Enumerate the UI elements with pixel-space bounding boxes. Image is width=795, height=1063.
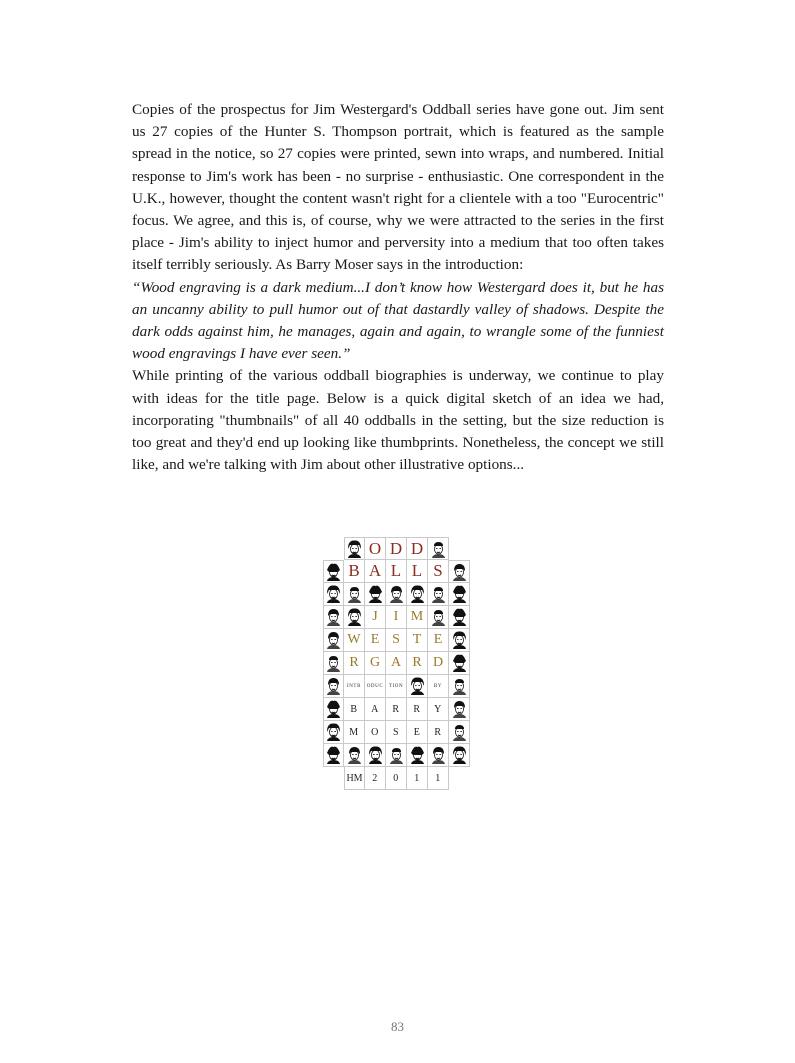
oddball-portrait-6 [347, 585, 362, 603]
grid-cell [428, 698, 449, 721]
grid-cell [449, 767, 470, 790]
body-text [132, 99, 664, 476]
grid-cell [449, 721, 470, 744]
grid-cell [428, 537, 449, 560]
title-page-grid [323, 537, 470, 790]
grid-cell [407, 606, 428, 629]
moser-quote: “Wood engraving is a dark medium...I don’t know how Westergard does it, but he has an uncanny ability to pull humor out of that dastardly valley of shadows. Despite the dark odds against him, he manages, again and again, to wrangle some of the funniest wood engravings I have ever seen.” [132, 278, 664, 363]
grid-cell [386, 560, 407, 583]
title-letter: L [390, 561, 402, 580]
grid-cell [386, 767, 407, 790]
grid-cell [428, 629, 449, 652]
oddball-portrait-24 [452, 700, 467, 718]
grid-cell [365, 629, 386, 652]
author-letter: R [412, 655, 422, 670]
grid-cell [449, 698, 470, 721]
author-letter: J [372, 609, 378, 624]
oddball-portrait-5 [326, 585, 341, 603]
introducer-letter: S [392, 726, 400, 738]
author-letter: D [432, 655, 444, 670]
oddball-portrait-32 [431, 746, 446, 764]
grid-cell [323, 629, 344, 652]
grid-cell [323, 698, 344, 721]
oddball-portrait-31 [410, 746, 425, 764]
title-page-sketch [323, 537, 470, 790]
grid-cell [344, 675, 365, 698]
grid-cell [449, 652, 470, 675]
imprint-mark: HM [346, 772, 363, 784]
grid-cell [344, 629, 365, 652]
title-letter: S [433, 561, 443, 580]
oddball-portrait-8 [389, 585, 404, 603]
title-letter: D [410, 538, 424, 558]
introducer-letter: A [371, 703, 379, 715]
title-letter: A [368, 561, 382, 580]
oddball-portrait-17 [452, 631, 467, 649]
author-letter: I [393, 609, 399, 624]
grid-cell [344, 698, 365, 721]
grid-cell [428, 721, 449, 744]
oddball-portrait-19 [452, 654, 467, 672]
grid-cell [323, 675, 344, 698]
introducer-letter: R [434, 726, 442, 738]
grid-cell [365, 583, 386, 606]
grid-cell [344, 767, 365, 790]
grid-cell [386, 583, 407, 606]
grid-cell [365, 721, 386, 744]
grid-cell [449, 537, 470, 560]
by-label: BY [433, 683, 443, 689]
introducer-letter: M [349, 726, 359, 738]
grid-cell [365, 606, 386, 629]
grid-cell [323, 721, 344, 744]
grid-cell [407, 721, 428, 744]
oddball-portrait-28 [347, 746, 362, 764]
oddball-portrait-14 [431, 608, 446, 626]
oddball-portrait-16 [326, 631, 341, 649]
oddball-portrait-12 [326, 608, 341, 626]
grid-cell [323, 560, 344, 583]
grid-cell [323, 606, 344, 629]
grid-cell [428, 606, 449, 629]
oddball-portrait-26 [452, 723, 467, 741]
grid-cell [323, 652, 344, 675]
oddball-portrait-2 [431, 540, 446, 558]
oddball-portrait-27 [326, 746, 341, 764]
author-letter: T [412, 632, 422, 647]
grid-cell [428, 560, 449, 583]
author-letter: M [410, 609, 424, 624]
oddball-portrait-33 [452, 746, 467, 764]
grid-cell [386, 721, 407, 744]
introduction-label: INTR [346, 683, 362, 689]
introducer-letter: R [413, 703, 421, 715]
grid-cell [428, 652, 449, 675]
grid-cell [344, 606, 365, 629]
author-letter: W [347, 632, 361, 647]
oddball-portrait-25 [326, 723, 341, 741]
grid-cell [386, 537, 407, 560]
introducer-letter: E [413, 726, 421, 738]
grid-cell [449, 560, 470, 583]
grid-cell [365, 560, 386, 583]
oddball-portrait-13 [347, 608, 362, 626]
grid-cell [407, 629, 428, 652]
grid-cell [386, 629, 407, 652]
grid-cell [428, 744, 449, 767]
grid-cell [344, 652, 365, 675]
oddball-portrait-30 [389, 746, 404, 764]
grid-cell [407, 652, 428, 675]
title-letter: B [348, 561, 360, 580]
grid-cell [323, 767, 344, 790]
title-letter: L [411, 561, 423, 580]
oddball-portrait-1 [347, 540, 362, 558]
grid-cell [323, 744, 344, 767]
author-letter: A [390, 655, 402, 670]
introduction-label: ODUC [366, 683, 384, 689]
author-letter: R [349, 655, 359, 670]
grid-cell [449, 629, 470, 652]
introducer-letter: R [392, 703, 400, 715]
grid-cell [344, 560, 365, 583]
grid-cell [449, 675, 470, 698]
page-number: 83 [391, 1019, 404, 1034]
introducer-letter: O [371, 726, 379, 738]
grid-cell [407, 675, 428, 698]
grid-cell [449, 744, 470, 767]
grid-cell [386, 606, 407, 629]
grid-cell [407, 698, 428, 721]
year-digit: 2 [372, 772, 378, 784]
grid-cell [386, 675, 407, 698]
grid-cell [344, 583, 365, 606]
grid-cell [365, 698, 386, 721]
grid-cell [407, 767, 428, 790]
oddball-portrait-21 [410, 677, 425, 695]
grid-cell [386, 744, 407, 767]
grid-cell [386, 652, 407, 675]
title-letter: D [389, 538, 403, 558]
oddball-portrait-18 [326, 654, 341, 672]
grid-cell [428, 675, 449, 698]
grid-cell [365, 675, 386, 698]
introduction-label: TION [388, 683, 404, 689]
grid-cell [428, 583, 449, 606]
grid-cell [407, 560, 428, 583]
author-letter: E [370, 632, 380, 647]
grid-cell [428, 767, 449, 790]
grid-cell [323, 537, 344, 560]
oddball-portrait-29 [368, 746, 383, 764]
grid-cell [323, 583, 344, 606]
oddball-portrait-3 [326, 563, 341, 581]
paragraph-prospectus: Copies of the prospectus for Jim Westergard's Oddball series have gone out. Jim sent us 27 copies of the Hunter S. Thompson portrait, which is featured as the sample spread in the notice, so 27 copies were printed, sewn into wraps, and numbered. Initial response to Jim's work has been - no surprise - enthusiastic. One correspondent in the U.K., however, thought the content wasn't right for a clientele with a too "Eurocentric" focus. We agree, and this is, of course, why we were attracted to the series in the first place - Jim's ability to inject humor and perversity into a medium that too often takes itself terribly seriously. As Barry Moser says in the introduction: [132, 101, 664, 274]
grid-cell [449, 606, 470, 629]
oddball-portrait-9 [410, 585, 425, 603]
grid-cell [365, 652, 386, 675]
author-letter: G [369, 655, 381, 670]
grid-cell [344, 744, 365, 767]
grid-cell [365, 537, 386, 560]
oddball-portrait-10 [431, 585, 446, 603]
year-digit: 0 [393, 772, 399, 784]
grid-cell [365, 767, 386, 790]
grid-cell [386, 698, 407, 721]
grid-cell [407, 583, 428, 606]
grid-cell [365, 744, 386, 767]
grid-cell [344, 721, 365, 744]
introducer-letter: B [350, 703, 358, 715]
oddball-portrait-7 [368, 585, 383, 603]
oddball-portrait-22 [452, 677, 467, 695]
grid-cell [407, 537, 428, 560]
grid-cell [407, 744, 428, 767]
oddball-portrait-11 [452, 585, 467, 603]
oddball-portrait-20 [326, 677, 341, 695]
oddball-portrait-23 [326, 700, 341, 718]
grid-cell [344, 537, 365, 560]
grid-cell [449, 583, 470, 606]
author-letter: S [392, 632, 400, 647]
title-letter: O [368, 538, 382, 558]
oddball-portrait-15 [452, 608, 467, 626]
oddball-portrait-4 [452, 563, 467, 581]
year-digit: 1 [414, 772, 420, 784]
year-digit: 1 [435, 772, 441, 784]
introducer-letter: Y [434, 703, 442, 715]
author-letter: E [433, 632, 443, 647]
paragraph-title-page: While printing of the various oddball biographies is underway, we continue to play with ideas for the title page. Below is a quick digital sketch of an idea we had, incorporating "thumbnails" of all 40 oddballs in the setting, but the size reduction is too great and they'd end up looking like thumbprints. Nonetheless, the concept we still like, and we're talking with Jim about other illustrative options... [132, 367, 664, 474]
